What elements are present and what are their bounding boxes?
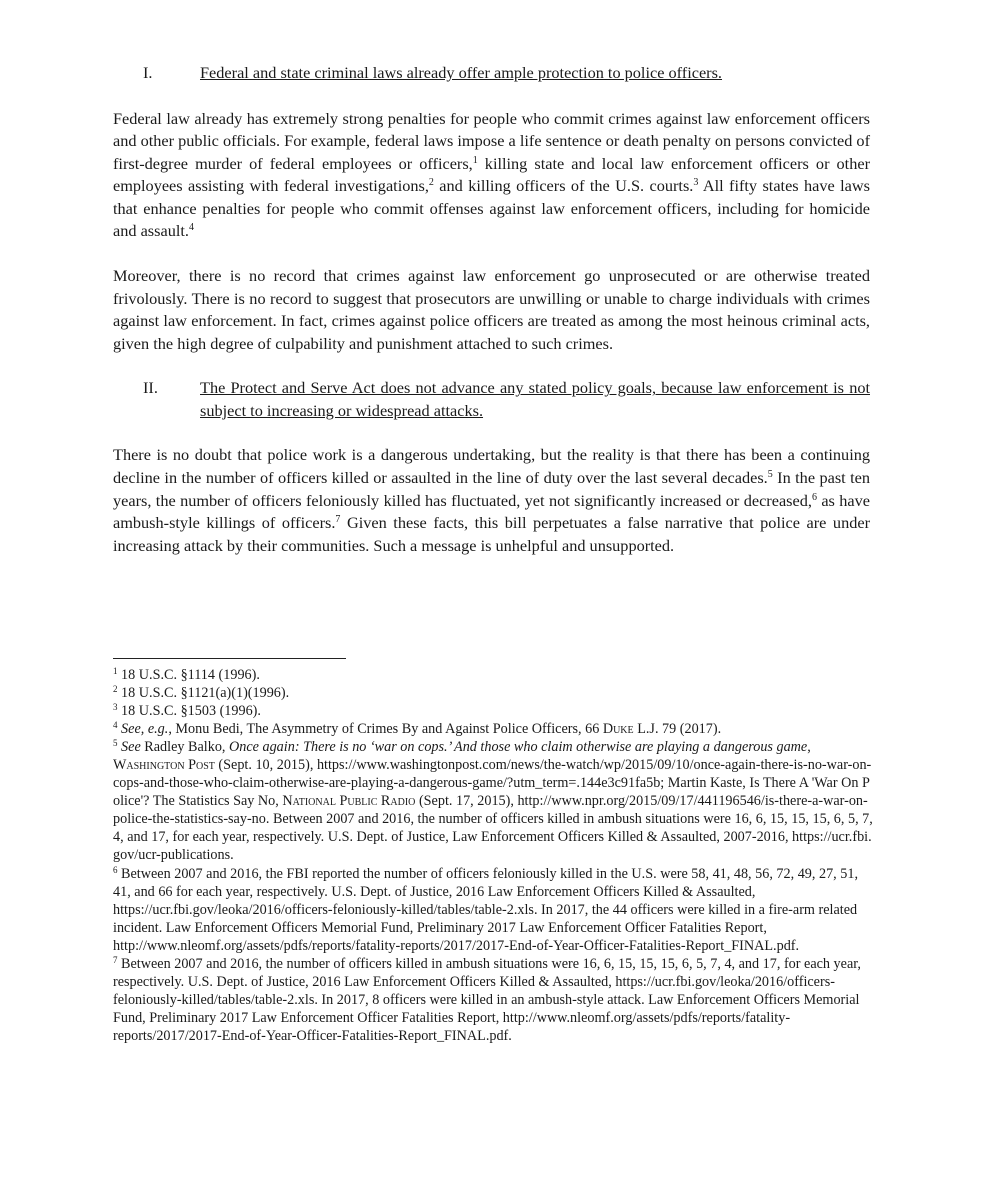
footnote-text: (Sept. 10, 2015), https://www.washingtonpost.com/news/the-watch/wp/2015/09/10/once-again-there-is-no-war-on-cops-and-those-who-claim-otherwise-are-playing-a-dangerous-game/?utm_term=.144e3c91fa5b; Martin Kaste, Is There A 'War On Police'? The Statistics Say No,	[113, 757, 872, 810]
footnote-number: 6	[113, 864, 118, 875]
footnote-text: Between 2007 and 2016, the number of officers killed in ambush situations were 16, 6, 15, 15, 15, 6, 5, 7, 4, and 17, for each year, respectively. U.S. Dept. of Justice, 2016 Law Enforcement Officers Killed & Assaulted, https://ucr.fbi.gov/leoka/2016/officers-feloniously-killed/tables/table-2.xls. In 2017, 8 officers were killed in an ambush-style attack. Law Enforcement Officers Memorial Fund, Preliminary 2017 Law Enforcement Officer Fatalities Report, http://www.nleomf.org/assets/pdfs/reports/fatality-reports/2017/2017-End-of-Year-Officer-Fatalities-Report_FINAL.pdf.	[113, 955, 861, 1044]
paragraph-no-record: Moreover, there is no record that crimes against law enforcement go unprosecuted or are otherwise treated frivolously. There is no record to suggest that prosecutors are unwilling or unable to charge individuals with crimes against law enforcement. In fact, crimes against police officers are treated as among the most heinous criminal acts, given the high degree of culpability and punishment attached to such crimes.	[113, 266, 870, 353]
signal-see: See, e.g.	[121, 721, 169, 738]
paragraph-text: as have ambush-style killings of officers.	[113, 490, 871, 533]
footnote-text: (Sept. 17, 2015), http://www.npr.org/2015/09/17/441196546/is-there-a-war-on-police-the-statistics-say-no. Between 2007 and 2016, the number of officers killed in ambush situations were 16, 6, 15, 15, 15, 6, 5, 7, 4, and 17, for each year, respectively. U.S. Dept. of Justice, Law Enforcement Officers Killed & Assaulted, 2007-2016, https://ucr.fbi.gov/ucr-publications.	[113, 793, 873, 864]
footnote-3	[113, 702, 873, 720]
footnote-4	[113, 720, 873, 738]
footnote-text: Radley Balko,	[140, 739, 230, 756]
footnote-text: ,	[807, 739, 811, 756]
signal-see: See	[121, 739, 141, 756]
footnote-ref[interactable]: 3	[693, 177, 699, 189]
footnote-ref[interactable]: 5	[767, 469, 773, 481]
journal-name: Duke	[602, 721, 634, 738]
footnote-text: 18 U.S.C. §1121(a)(1)(1996).	[117, 685, 290, 702]
paragraph-text: Given these facts, this bill perpetuates a false narrative that police are under increasing attack by their communities. Such a message is unhelpful and unsupported.	[113, 513, 870, 555]
paragraph-federal-law	[113, 108, 870, 244]
footnote-ref[interactable]: 1	[472, 154, 478, 166]
publication-name: Washington Post	[113, 757, 215, 774]
document-body	[113, 62, 870, 557]
publication-name: National Public Radio	[282, 793, 416, 810]
section-heading-1	[113, 62, 870, 85]
footnote-ref[interactable]: 6	[811, 491, 817, 503]
footnote-number: 2	[113, 684, 118, 695]
footnote-number: 3	[113, 702, 118, 713]
section-title: The Protect and Serve Act does not advance any stated policy goals, because law enforcement is not subject to increasing or widespread attacks.	[200, 378, 870, 420]
footnote-text: 18 U.S.C. §1503 (1996).	[117, 703, 261, 720]
paragraph-text: All fifty states have laws that enhance penalties for people who commit offenses against law enforcement officers, including for homicide and assault.	[113, 176, 870, 241]
footnote-number: 5	[113, 738, 118, 749]
footnote-ref[interactable]: 7	[335, 514, 341, 526]
footnote-ref[interactable]: 4	[188, 222, 194, 234]
footnote-text: , Monu Bedi, The Asymmetry of Crimes By and Against Police Officers, 66	[168, 721, 603, 738]
paragraph-text: killing state and local law enforcement officers or other employees assisting with federal investigations,	[113, 153, 870, 196]
paragraph-text: Federal law already has extremely strong penalties for people who commit crimes against law enforcement officers and other public officials. For example, federal laws impose a life sentence or death penalty on persons convicted of first-degree murder of federal employees or officers,	[113, 108, 870, 173]
article-title: Once again: There is no ‘war on cops.’ And those who claim otherwise are playing a dangerous game	[229, 739, 808, 756]
footnote-6	[113, 865, 873, 955]
footnote-1	[113, 666, 873, 684]
section-number: I.	[143, 63, 153, 82]
footnote-ref[interactable]: 2	[428, 177, 434, 189]
section-number: II.	[143, 378, 158, 398]
footnote-separator	[113, 658, 346, 659]
paragraph-text: In the past ten years, the number of officers feloniously killed has fluctuated, yet not significantly increased or decreased,	[113, 468, 870, 510]
paragraph-text: and killing officers of the U.S. courts.	[433, 176, 694, 196]
paragraph-text: There is no doubt that police work is a dangerous undertaking, but the reality is that there has been a continuing decline in the number of officers killed or assaulted in the line of duty over the last several decades.	[113, 445, 870, 488]
footnote-text: 18 U.S.C. §1114 (1996).	[117, 667, 260, 683]
footnote-number: 1	[113, 666, 118, 676]
footnotes	[113, 666, 873, 1045]
footnote-number: 7	[113, 954, 118, 965]
section-title: Federal and state criminal laws already offer ample protection to police officers.	[200, 63, 723, 82]
paragraph-danger	[113, 444, 870, 557]
footnote-7	[113, 955, 873, 1045]
footnote-number: 4	[113, 720, 118, 731]
footnote-2	[113, 684, 873, 702]
footnote-text: Between 2007 and 2016, the FBI reported the number of officers feloniously killed in the U.S. were 58, 41, 48, 56, 72, 49, 27, 51, 41, and 66 for each year, respectively. U.S. Dept. of Justice, 2016 Law Enforcement Officers Killed & Assaulted, https://ucr.fbi.gov/leoka/2016/officers-feloniously-killed/tables/table-2.xls. In 2017, the 44 officers were killed in a fire-arm related incident. Law Enforcement Officers Memorial Fund, Preliminary 2017 Law Enforcement Officer Fatalities Report, http://www.nleomf.org/assets/pdfs/reports/fatality-reports/2017/2017-End-of-Year-Officer-Fatalities-Report_FINAL.pdf.	[113, 865, 859, 954]
section-heading-2	[113, 377, 870, 422]
footnote-text: L.J. 79 (2017).	[633, 721, 722, 738]
footnote-5	[113, 738, 873, 864]
